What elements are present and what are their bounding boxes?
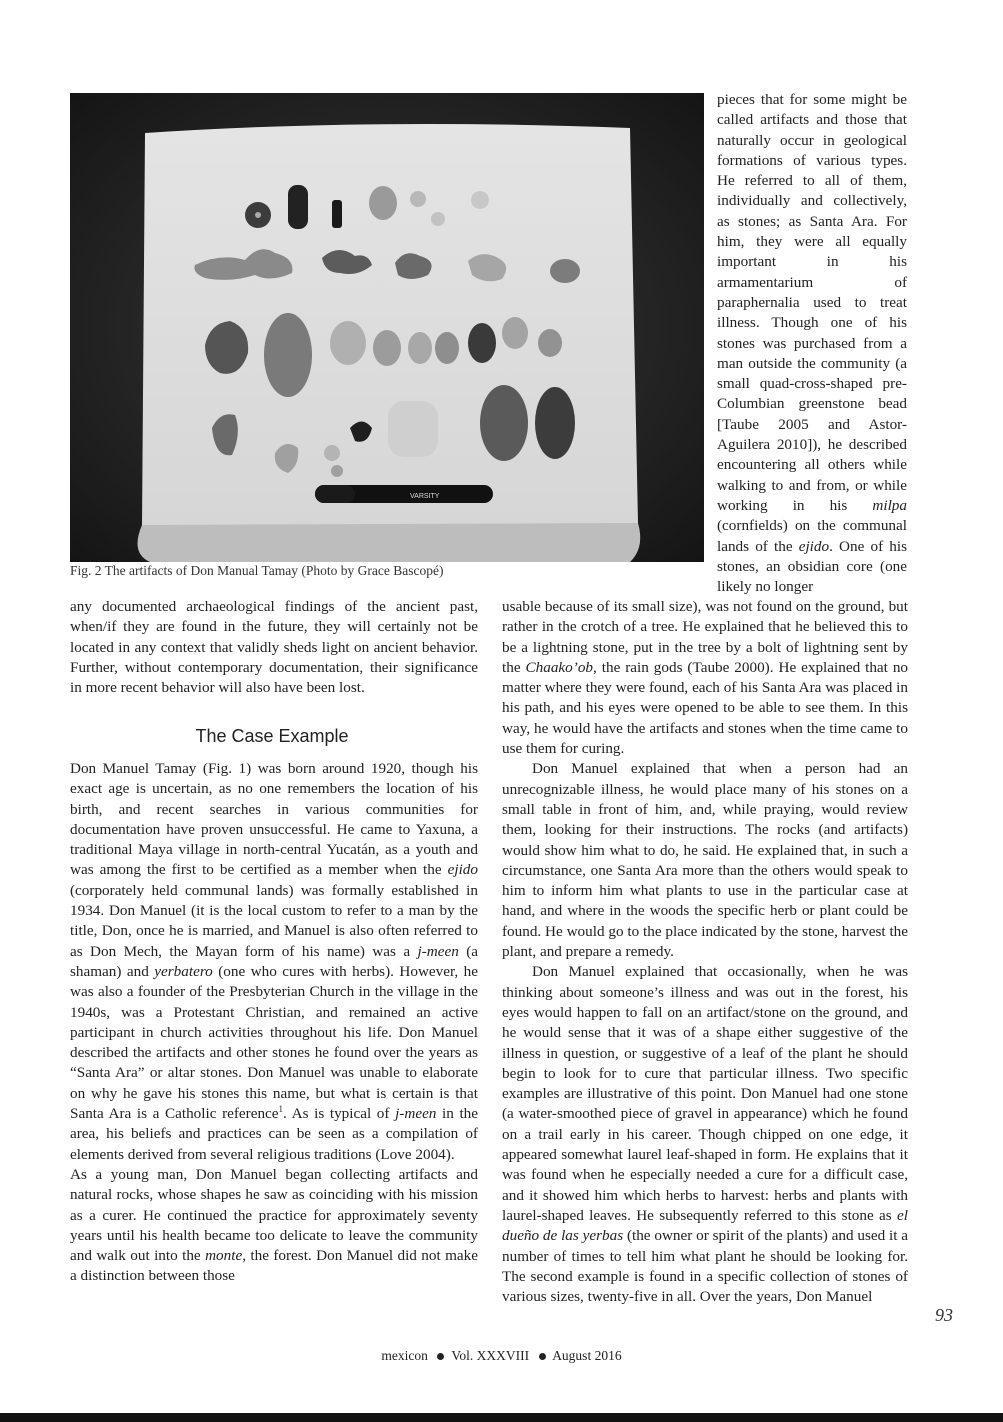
- text-run: , the forest. Don Manuel did not make a distinction between those: [70, 1247, 478, 1285]
- term-milpa: milpa: [872, 496, 907, 514]
- right-top-text-3: . One of his stones, an obsidian core (one likely no longer: [717, 537, 908, 596]
- text-run: (the owner or spirit of the plants) and used it a number of times to tell him what plant he should be looking for. The second example is found in a specific collection of stones of various sizes, twenty-five in all. Over the years, Don Manuel: [502, 1227, 908, 1306]
- text-run: (corporately held communal lands) was formally established in 1934. Don Manuel (it is the local custom to refer to a man by the title, Don, once he is married, and Manuel is also often referred to as Don Mech, the Mayan form of his name) was a: [70, 881, 478, 960]
- left-column-lower: [70, 759, 478, 1287]
- right-top-text-2: (cornfields) on the communal lands of the: [717, 517, 907, 555]
- paragraph: [70, 1165, 478, 1287]
- artifacts-photo: [70, 93, 704, 562]
- right-top-text: pieces that for some might be called artifacts and those that naturally occur in geological formations of various types. He referred to all of them, individually and collectively, as stones; as Santa Ara. For him, they were all equally important in his armamentarium of paraphernalia used to treat illness. Though one of his stones was purchased from a man outside the community (a small quad-cross-shaped pre-Columbian greenstone bead [Taube 2005 and Astor-Aguilera 2010]), he described encountering all others while walking to and from, or while working in his: [717, 91, 907, 514]
- bullet-icon: [539, 1353, 546, 1360]
- term-j-meen: j-meen: [417, 942, 459, 960]
- journal-name: mexicon: [381, 1348, 428, 1363]
- bottom-rule: [0, 1413, 1003, 1422]
- paragraph: [502, 597, 908, 759]
- term-monte: monte: [205, 1247, 243, 1265]
- term-el-dueno: el dueño de las yerbas: [502, 1206, 908, 1245]
- text-run: in the area, his beliefs and practices can be seen as a compilation of elements derived from several religious traditions (Love 2004).: [70, 1105, 479, 1163]
- term-ejido: ejido: [447, 861, 478, 879]
- marker-label: VARSITY: [410, 493, 440, 500]
- section-heading: The Case Example: [195, 726, 349, 746]
- paragraph: Don Manuel explained that when a person had an unrecognizable illness, he would place many of his stones on a small table in front of him, and, while praying, would review them, looking for their instructions. The rocks (and artifacts) would show him what to do, he said. He explained that, in such a circumstance, one Santa Ara more than the others would speak to him to inform him what plants to use in the particular case at hand, and where in the woods the specific herb or plant could be found. He would go to the place indicated by the stone, harvest the plant, and prepare a remedy.: [502, 760, 908, 961]
- text-run: (a shaman) and: [70, 942, 479, 980]
- footnote-ref[interactable]: 1: [278, 1103, 284, 1114]
- term-chaakoob: Chaako’ob: [525, 658, 594, 676]
- term-yerbatero: yerbatero: [154, 962, 213, 980]
- left-column-upper: [70, 597, 478, 698]
- term-ejido: ejido: [798, 537, 830, 555]
- right-column-upper: [717, 90, 907, 597]
- text-run: (one who cures with herbs). However, he was also a founder of the Presbyterian Church in the village in the 1940s, was a Protestant Christian, and remained an active participant in church activities throughout his life. Don Manuel described the artifacts and other stones he found over the years as “Santa Ara” or altar stones. Don Manuel was unable to elaborate on why he gave his stones this name, but what is certain is that Santa Ara is a Catholic reference: [70, 962, 479, 1123]
- text-run: , the rain gods (Taube 2000). He explained that no matter where they were found, each of his Santa Ara was placed in his path, and his eyes were opened to be able to see them. In this way, he would have the artifacts and stones when the time came to use them for curing.: [502, 658, 909, 758]
- text-run: Don Manuel explained that occasionally, when he was thinking about someone’s illness and was out in the forest, his eyes would happen to fall on an artifact/stone on the ground, and he would sense that it was of a shape either suggestive of the illness in question, or suggestive of a leaf of the plant he should begin to look for to cure that particular illness. Two specific examples are illustrative of this point. Don Manuel had one stone (a water-smoothed piece of gravel in appearance) which he found on a trail early in his career. Though chipped on one edge, it appeared somewhat laurel leaf-shaped in form. He explains that it was found when he especially needed a cure for a difficult case, and it showed him which herbs to harvest: herbs and plants with laurel-shaped leaves. He subsequently referred to this stone as: [502, 963, 908, 1224]
- figure-caption: Fig. 2 The artifacts of Don Manual Tamay (Photo by Grace Bascopé): [70, 563, 444, 578]
- paragraph: any documented archaeological findings of the ancient past, when/if they are found in the future, they will certainly not be located in any context that validly sheds light on ancient behavior. Further, without contemporary documentation, their significance in more recent behavior will also have been lost.: [70, 598, 478, 697]
- term-j-meen: j-meen: [395, 1105, 437, 1123]
- right-column-lower: [502, 597, 908, 1307]
- bullet-icon: [437, 1353, 444, 1360]
- page-number: 93: [935, 1305, 953, 1325]
- journal-date: August 2016: [552, 1348, 622, 1363]
- text-run: . As is typical of: [283, 1105, 390, 1123]
- page-footer: [0, 1348, 1003, 1364]
- artifacts-photo-graphic: [70, 93, 704, 562]
- text-run: Don Manuel Tamay (Fig. 1) was born around 1920, though his exact age is uncertain, as no one remembers the location of his birth, and recent searches in various communities for documentation have proven unsuccessful. He came to Yaxuna, a traditional Maya village in north-central Yucatán, as a youth and was among the first to be certified as a member when the: [70, 760, 478, 879]
- paragraph: [502, 962, 908, 1307]
- text-run: usable because of its small size), was not found on the ground, but rather in the crotch of a tree. He explained that he believed this to be a lightning stone, put in the tree by a bolt of lightning sent by the: [502, 598, 908, 676]
- paragraph: [70, 759, 478, 1165]
- text-run: As a young man, Don Manuel began collecting artifacts and natural rocks, whose shapes he saw as coinciding with his mission as a curer. He continued the practice for approximately seventy years until his health became too delicate to leave the community and walk out into the: [70, 1165, 478, 1265]
- journal-volume: Vol. XXXVIII: [451, 1348, 530, 1363]
